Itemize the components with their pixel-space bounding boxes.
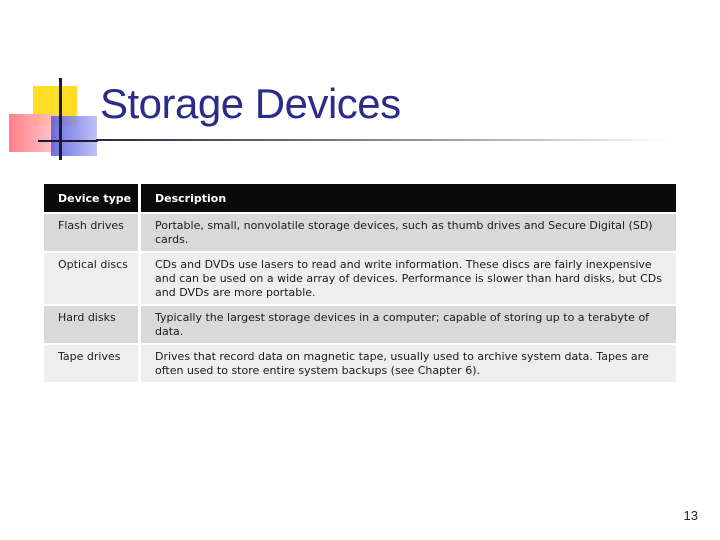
table-row <box>44 345 676 382</box>
title-underline <box>96 139 676 141</box>
vertical-line-decoration <box>59 78 62 160</box>
description-cell: Drives that record data on magnetic tape, usually used to archive system data. Tapes are often used to store entire system backups (see Chapter 6). <box>141 345 676 382</box>
slide-title: Storage Devices <box>100 80 401 127</box>
device-type-cell: Optical discs <box>44 253 141 304</box>
device-type-cell: Hard disks <box>44 306 141 343</box>
red-square-decoration <box>9 114 55 152</box>
description-cell: Portable, small, nonvolatile storage devices, such as thumb drives and Secure Digital (SD) cards. <box>141 214 676 251</box>
page-number: 13 <box>683 508 698 523</box>
storage-devices-table <box>44 182 676 384</box>
table-row <box>44 214 676 251</box>
table-row <box>44 306 676 343</box>
blue-square-decoration <box>51 116 97 156</box>
table-header-row <box>44 184 676 212</box>
device-type-cell: Tape drives <box>44 345 141 382</box>
column-header-device-type: Device type <box>44 184 141 212</box>
horizontal-line-decoration <box>38 140 98 142</box>
device-type-cell: Flash drives <box>44 214 141 251</box>
column-header-description: Description <box>141 184 676 212</box>
description-cell: CDs and DVDs use lasers to read and write information. These discs are fairly inexpensive and can be used on a wide array of devices. Performance is slower than hard disks, but CDs and DVDs are more portable. <box>141 253 676 304</box>
table-row <box>44 253 676 304</box>
description-cell: Typically the largest storage devices in a computer; capable of storing up to a terabyte of data. <box>141 306 676 343</box>
slide-decoration-logo <box>0 0 110 170</box>
